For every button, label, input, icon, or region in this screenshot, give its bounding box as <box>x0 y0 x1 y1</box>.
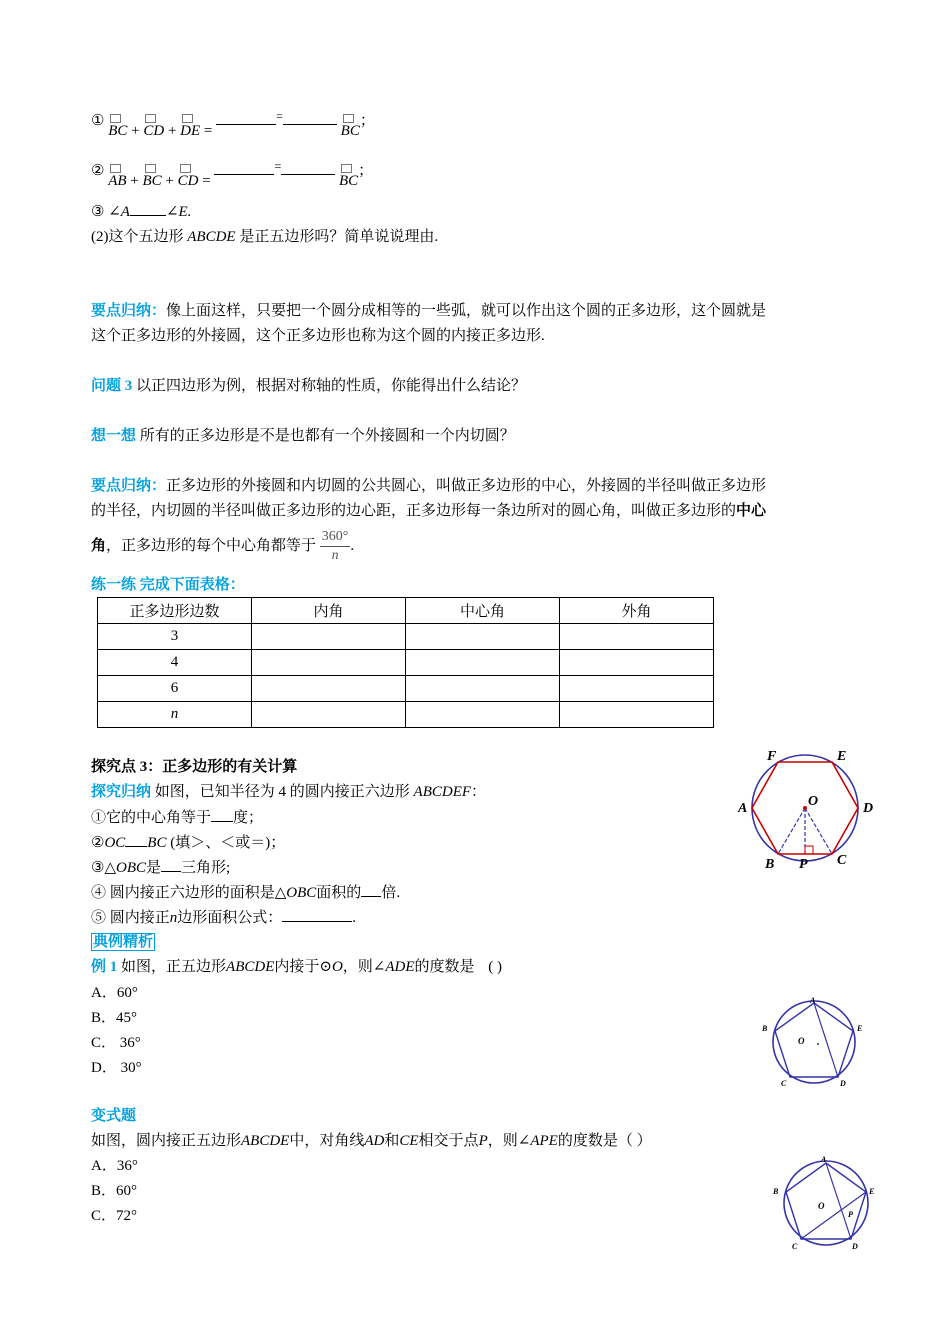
example1-question: 例 1 如图，正五边形ABCDE内接于⊙O，则∠ADE的度数是 ( ) <box>91 959 503 975</box>
pentagon-figure-1 <box>760 996 870 1095</box>
table-header: 正多边形边数 <box>98 598 252 624</box>
variant-option-a[interactable]: A．36° <box>91 1158 138 1174</box>
q1-item-2: ② AB + BC + CD = = BC； <box>91 159 374 189</box>
q1-item-3: ③ ∠A ∠E. <box>91 204 192 220</box>
explore3-title: 探究点 3：正多边形的有关计算 <box>91 759 298 775</box>
explore3-item2: ②OC BC (填＞、＜或＝)； <box>91 835 286 851</box>
note2-line3: 角，正多边形的每个中心角都等于 $\frac{360^\circ}{n}$ . <box>91 529 355 564</box>
table-cell-blank[interactable] <box>560 702 714 728</box>
variant-question: 如图，圆内接正五边形ABCDE中，对角线AD和CE相交于点P，则∠APE的度数是（ ） <box>91 1133 652 1149</box>
label-e: E <box>869 1187 875 1196</box>
note2-line1: 要点归纳：正多边形的外接圆和内切圆的公共圆心，叫做正多边形的中心，外接圆的半径叫做正多边形 <box>91 478 767 494</box>
arc-cd: CD <box>177 173 199 189</box>
fill-blank[interactable] <box>161 871 181 872</box>
explore3-item1: ①它的中心角等于 度； <box>91 810 264 826</box>
label-a: A <box>821 1155 827 1164</box>
pentagon-figure-2 <box>770 1157 885 1257</box>
label-f: F <box>767 749 777 764</box>
arc-result: BC <box>338 173 359 189</box>
table-cell: 4 <box>98 650 252 676</box>
label-c: C <box>792 1242 798 1251</box>
table-cell-blank[interactable] <box>252 624 406 650</box>
label-c: C <box>837 853 847 868</box>
label-b: B <box>773 1187 779 1196</box>
label-e: E <box>837 749 847 764</box>
table-cell-blank[interactable] <box>560 650 714 676</box>
label-a: A <box>738 801 748 816</box>
table-cell-blank[interactable] <box>252 702 406 728</box>
note1-line1: 要点归纳：像上面这样，只要把一个圆分成相等的一些弧，就可以作出这个圆的正多边形，这个圆就是 <box>91 303 767 319</box>
fill-blank[interactable] <box>282 921 352 922</box>
arc-bc: BC <box>142 173 162 189</box>
table-row <box>98 650 714 676</box>
note2-line2: 的半径，内切圆的半径叫做正多边形的边心距，正多边形每一条边所对的圆心角，叫做正多边形的中心 <box>91 503 767 519</box>
table-cell-blank[interactable] <box>560 624 714 650</box>
label-p: P <box>799 857 808 872</box>
variant-option-b[interactable]: B．60° <box>91 1183 138 1199</box>
label-d: D <box>863 801 874 816</box>
variant-label: 变式题 <box>91 1108 137 1124</box>
label-d: D <box>852 1242 858 1251</box>
center-dot <box>803 806 807 810</box>
table-cell: 3 <box>98 624 252 650</box>
table-header-row <box>98 598 714 624</box>
example1-option-b[interactable]: B．45° <box>91 1010 138 1026</box>
hexagon-figure <box>735 745 885 875</box>
fill-blank[interactable] <box>361 896 381 897</box>
fill-blank[interactable] <box>214 174 274 175</box>
explore3-item5: ⑤ 圆内接正n边形面积公式： . <box>91 910 357 926</box>
example-section-label: 典例精析 <box>93 934 154 950</box>
fill-blank[interactable] <box>125 846 147 847</box>
example1-option-a[interactable]: A．60° <box>91 985 138 1001</box>
table-row <box>98 702 714 728</box>
diagonal-ad <box>826 1163 851 1239</box>
segment-oc <box>805 808 832 854</box>
label-o: O <box>798 1036 805 1046</box>
label-b: B <box>765 857 775 872</box>
practice-label: 练一练 完成下面表格： <box>91 577 245 593</box>
q1-question-2: (2)这个五边形 ABCDE 是正五边形吗？简单说说理由. <box>91 229 439 245</box>
table-cell-blank[interactable] <box>252 650 406 676</box>
circle <box>773 1001 855 1083</box>
label-a: A <box>810 996 816 1005</box>
explore3-item3: ③△OBC是 三角形; <box>91 860 231 876</box>
pentagon <box>775 1003 853 1077</box>
arc-ab: AB <box>108 173 127 189</box>
table-cell: n <box>98 702 252 728</box>
label-o: O <box>808 794 819 809</box>
label-e: E <box>857 1024 863 1033</box>
label-p: P <box>848 1210 853 1219</box>
table-cell-blank[interactable] <box>406 676 560 702</box>
fraction-360-over-n: $\frac{360^\circ}{n}$ <box>321 529 349 564</box>
table-cell-blank[interactable] <box>406 624 560 650</box>
label-d: D <box>840 1079 846 1088</box>
fill-blank[interactable] <box>283 124 337 125</box>
example1-option-d[interactable]: D． 30° <box>91 1060 142 1076</box>
arc-result: BC <box>340 123 360 139</box>
center-dot <box>817 1043 819 1045</box>
fill-blank[interactable] <box>281 174 335 175</box>
table-cell-blank[interactable] <box>252 676 406 702</box>
table-row <box>98 624 714 650</box>
segment-ob <box>778 808 805 854</box>
note1-line2: 这个正多边形的外接圆，这个正多边形也称为这个圆的内接正多边形. <box>91 328 545 344</box>
think: 想一想 所有的正多边形是不是也都有一个外接圆和一个内切圆？ <box>91 428 515 444</box>
label-b: B <box>762 1024 768 1033</box>
label-o: O <box>818 1201 825 1211</box>
question-3: 问题 3 以正四边形为例，根据对称轴的性质，你能得出什么结论？ <box>91 378 527 394</box>
practice-table <box>97 597 714 728</box>
circle <box>784 1161 868 1245</box>
arc-de: DE <box>180 123 201 139</box>
table-header: 外角 <box>560 598 714 624</box>
explore3-item4: ④ 圆内接正六边形的面积是△OBC面积的 倍. <box>91 885 401 901</box>
arc-bc: BC <box>108 123 128 139</box>
table-cell-blank[interactable] <box>560 676 714 702</box>
table-cell-blank[interactable] <box>406 702 560 728</box>
table-header: 内角 <box>252 598 406 624</box>
explore3-intro: 探究归纳 如图，已知半径为 4 的圆内接正六边形 ABCDEF： <box>91 784 487 800</box>
variant-option-c[interactable]: C．72° <box>91 1208 138 1224</box>
diagonal-ad <box>814 1003 838 1077</box>
arc-cd: CD <box>143 123 165 139</box>
table-row <box>98 676 714 702</box>
table-cell: 6 <box>98 676 252 702</box>
example1-option-c[interactable]: C． 36° <box>91 1035 141 1051</box>
right-angle-mark <box>805 846 813 854</box>
fill-blank[interactable] <box>130 215 166 216</box>
table-cell-blank[interactable] <box>406 650 560 676</box>
table-header: 中心角 <box>406 598 560 624</box>
q1-item-1: ① BC + CD + DE = = BC； <box>91 109 375 139</box>
fill-blank[interactable] <box>216 124 276 125</box>
fill-blank[interactable] <box>211 821 233 822</box>
label-c: C <box>781 1079 787 1088</box>
